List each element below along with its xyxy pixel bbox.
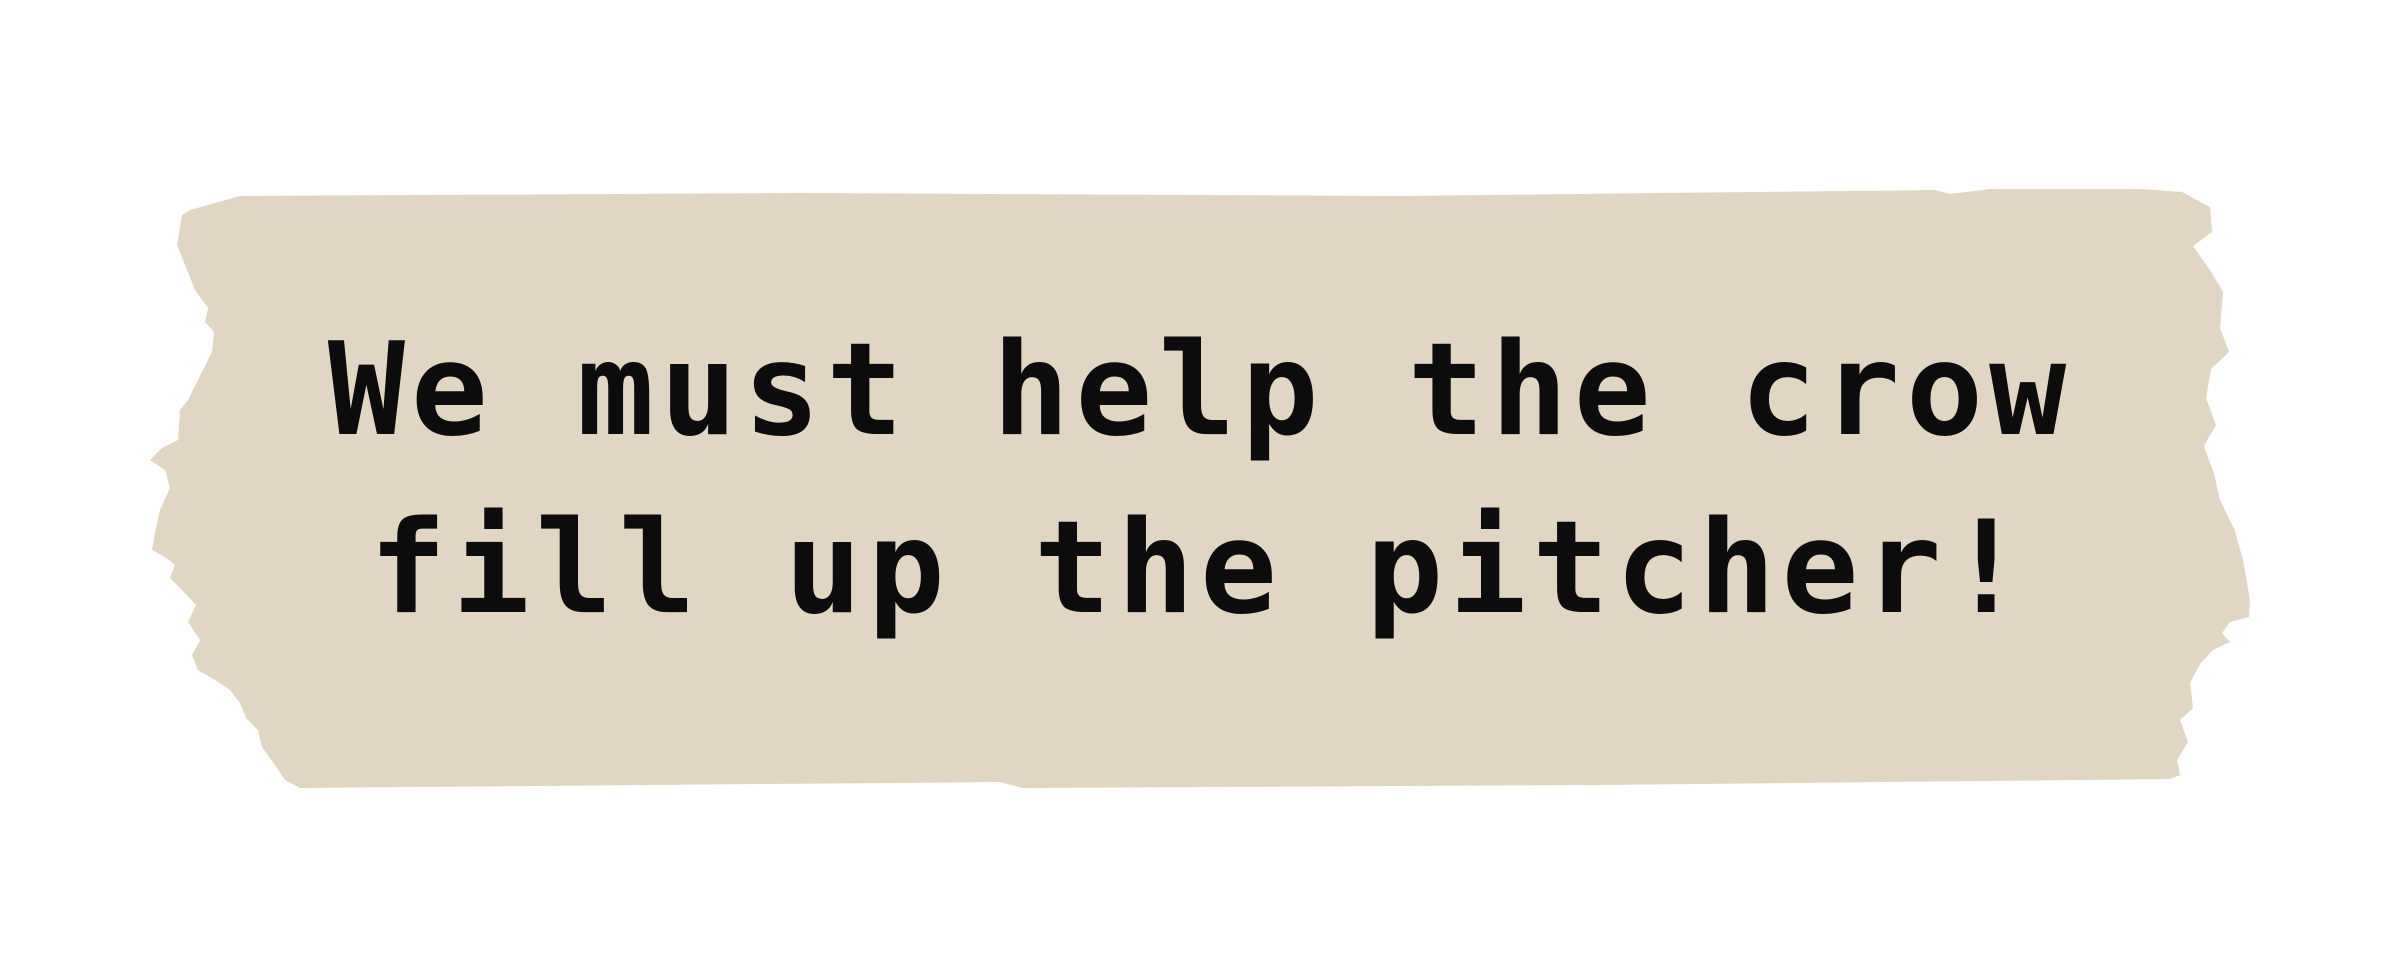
message-line-1: We must help the crow [327, 316, 2073, 465]
message-line-2: fill up the pitcher! [369, 494, 2031, 643]
message-block [240, 300, 2160, 660]
